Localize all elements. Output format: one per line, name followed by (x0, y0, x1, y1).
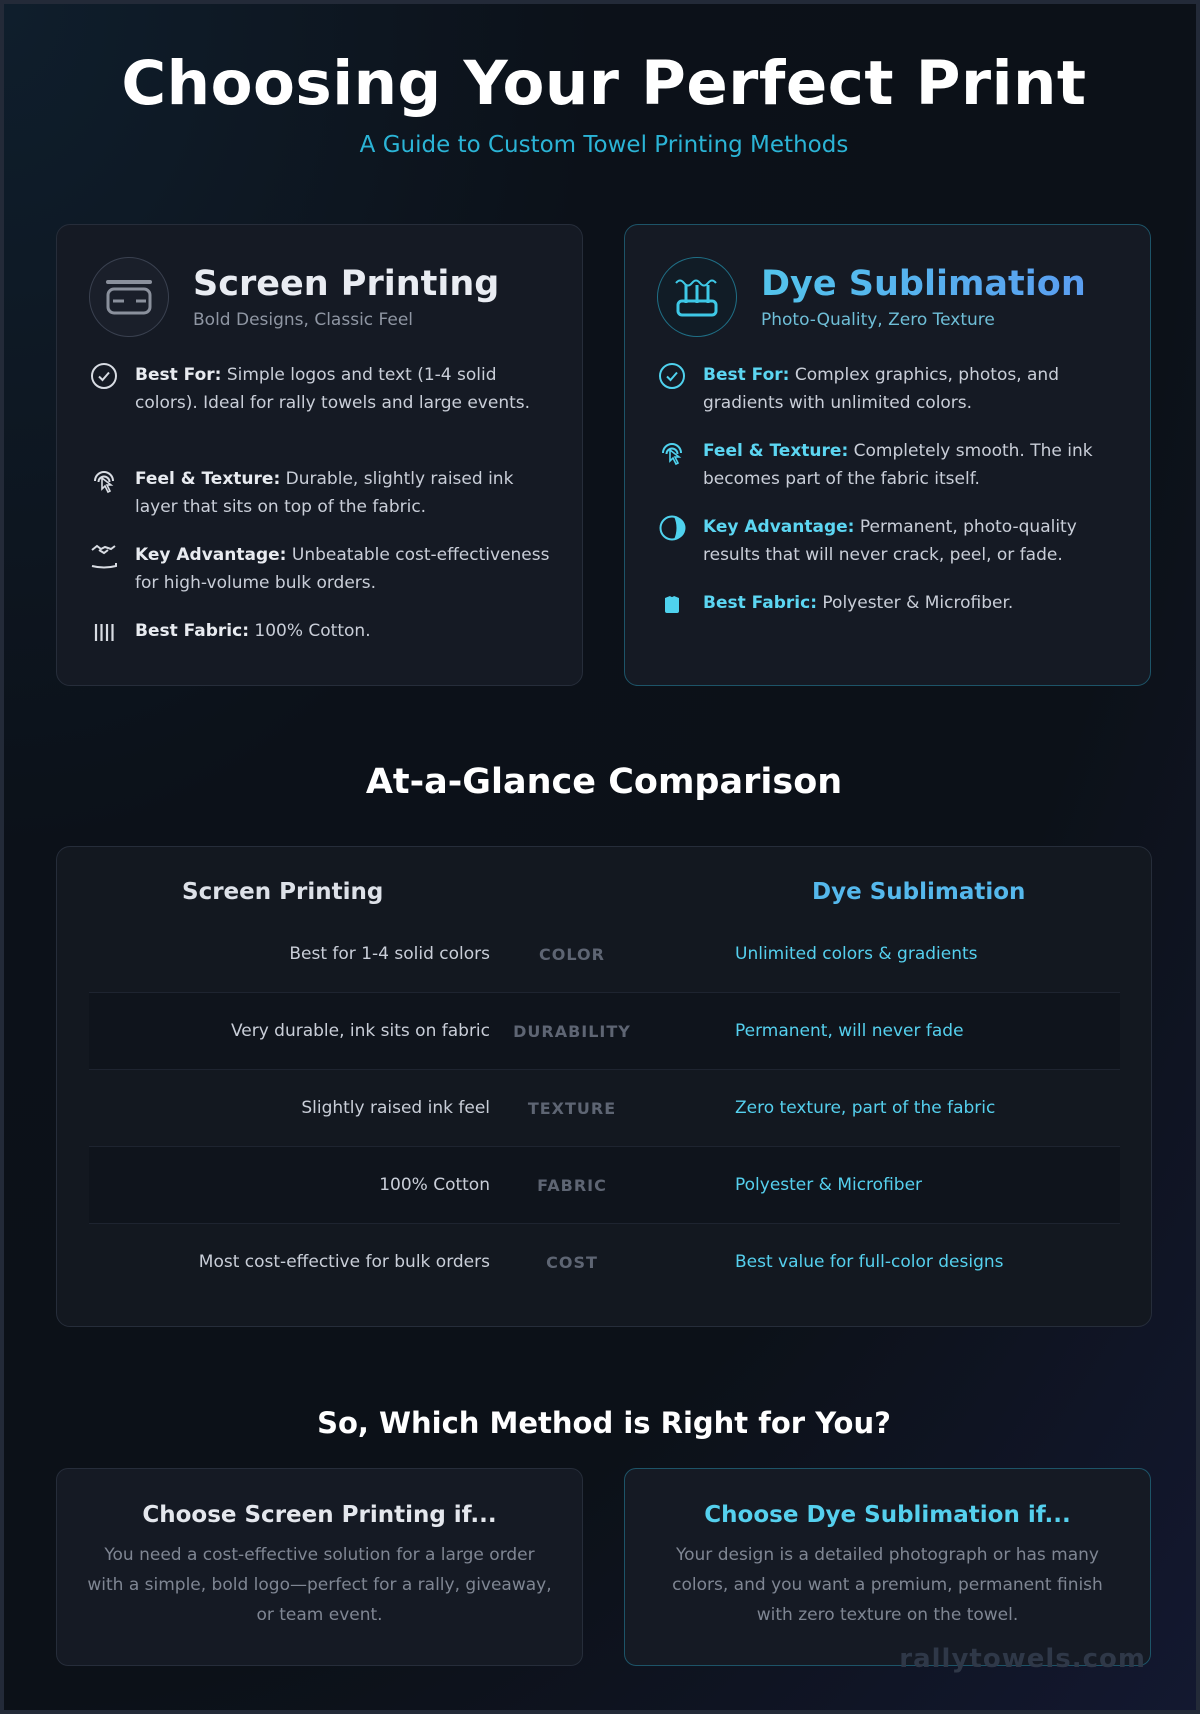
screen-printing-card (56, 224, 583, 686)
page-title: Choosing Your Perfect Print (121, 48, 1087, 119)
screen-printing-value: Best for 1-4 solid colors (289, 944, 490, 964)
screen-printing-value: Most cost-effective for bulk orders (198, 1252, 490, 1272)
feature-text: Polyester & Microfiber. (822, 593, 1014, 613)
dye-sublimation-value: Polyester & Microfiber (735, 1175, 923, 1195)
feature-text: 100% Cotton. (254, 621, 371, 641)
feature-best-for (89, 361, 554, 417)
comparison-table (56, 846, 1152, 1327)
criteria-label: TEXTURE (527, 1099, 617, 1118)
table-row (89, 916, 1120, 993)
screen-print-frame-icon (89, 257, 169, 337)
dye-sublimation-subtitle: Photo-Quality, Zero Texture (761, 310, 995, 330)
feature-text: Permanent, photo-quality results that will never crack, peel, or fade. (703, 517, 1077, 565)
feature-label: Best Fabric: (703, 593, 817, 613)
page-subtitle: A Guide to Custom Towel Printing Methods (359, 132, 849, 158)
shirt-icon (657, 589, 687, 619)
screen-printing-title: Screen Printing (193, 264, 500, 304)
decision-title: So, Which Method is Right for You? (317, 1406, 891, 1440)
feature-text: Simple logos and text (1-4 solid colors). Ideal for rally towels and large events. (135, 365, 531, 413)
feature-feel-texture (657, 437, 1122, 493)
choose-screen-printing-text: You need a cost-effective solution for a large order with a simple, bold logo—perfect for a rally, giveaway, or team event. (87, 1545, 552, 1625)
table-row (89, 1224, 1120, 1301)
heat-bath-icon (657, 257, 737, 337)
choose-dye-sublimation-title: Choose Dye Sublimation if... (704, 1502, 1071, 1528)
criteria-label: DURABILITY (513, 1022, 631, 1041)
feature-text: Unbeatable cost-effectiveness for high-volume bulk orders. (135, 545, 550, 593)
feature-best-for (657, 361, 1122, 417)
screen-printing-value: Very durable, ink sits on fabric (230, 1021, 490, 1041)
feature-label: Key Advantage: (135, 545, 287, 565)
touch-fingerprint-icon (657, 437, 687, 467)
choose-dye-sublimation-text: Your design is a detailed photograph or has many colors, and you want a premium, permanent finish with zero texture on the towel. (672, 1545, 1103, 1625)
feature-text: Complex graphics, photos, and gradients with unlimited colors. (703, 365, 1059, 413)
choose-screen-printing-title: Choose Screen Printing if... (142, 1502, 497, 1528)
feature-label: Best For: (703, 365, 790, 385)
feature-label: Best For: (135, 365, 222, 385)
screen-printing-subtitle: Bold Designs, Classic Feel (193, 310, 414, 330)
screen-printing-card-header (89, 257, 499, 337)
touch-fingerprint-icon (89, 465, 119, 495)
feature-key-advantage (657, 513, 1122, 569)
check-circle-icon (657, 361, 687, 391)
feature-feel-texture (89, 465, 554, 521)
dye-sublimation-card (624, 224, 1151, 686)
feature-label: Key Advantage: (703, 517, 855, 537)
feature-text: Completely smooth. The ink becomes part of the fabric itself. (703, 441, 1093, 489)
feature-label: Best Fabric: (135, 621, 249, 641)
feature-text: Durable, slightly raised ink layer that sits on top of the fabric. (135, 469, 514, 517)
column-header-screen-printing: Screen Printing (182, 879, 384, 905)
dye-sublimation-value: Unlimited colors & gradients (735, 944, 978, 964)
table-row (89, 1070, 1120, 1147)
feature-label: Feel & Texture: (135, 469, 281, 489)
feature-key-advantage (89, 541, 554, 597)
dye-sublimation-value: Best value for full-color designs (735, 1252, 1004, 1272)
check-circle-icon (89, 361, 119, 391)
feature-best-fabric (89, 617, 554, 647)
table-row (89, 993, 1120, 1070)
criteria-label: COST (546, 1253, 598, 1272)
dye-sublimation-value: Zero texture, part of the fabric (735, 1098, 996, 1118)
half-circle-icon (657, 513, 687, 543)
fabric-lines-icon (89, 617, 119, 647)
choose-dye-sublimation-card (624, 1468, 1151, 1666)
dye-sublimation-value: Permanent, will never fade (735, 1021, 964, 1041)
criteria-label: COLOR (539, 945, 605, 964)
page-header (4, 44, 1200, 158)
feature-label: Feel & Texture: (703, 441, 849, 461)
column-header-dye-sublimation: Dye Sublimation (812, 879, 1026, 905)
feature-best-fabric (657, 589, 1122, 619)
screen-printing-value: 100% Cotton (379, 1175, 490, 1195)
dye-sublimation-card-header (657, 257, 1086, 337)
handshake-icon (89, 541, 119, 571)
table-row (89, 1147, 1120, 1224)
screen-printing-value: Slightly raised ink feel (301, 1098, 490, 1118)
watermark: rallytowels.com (899, 1644, 1146, 1674)
criteria-label: FABRIC (537, 1176, 607, 1195)
comparison-title: At-a-Glance Comparison (365, 762, 843, 802)
dye-sublimation-title: Dye Sublimation (761, 264, 1086, 304)
choose-screen-printing-card (56, 1468, 583, 1666)
